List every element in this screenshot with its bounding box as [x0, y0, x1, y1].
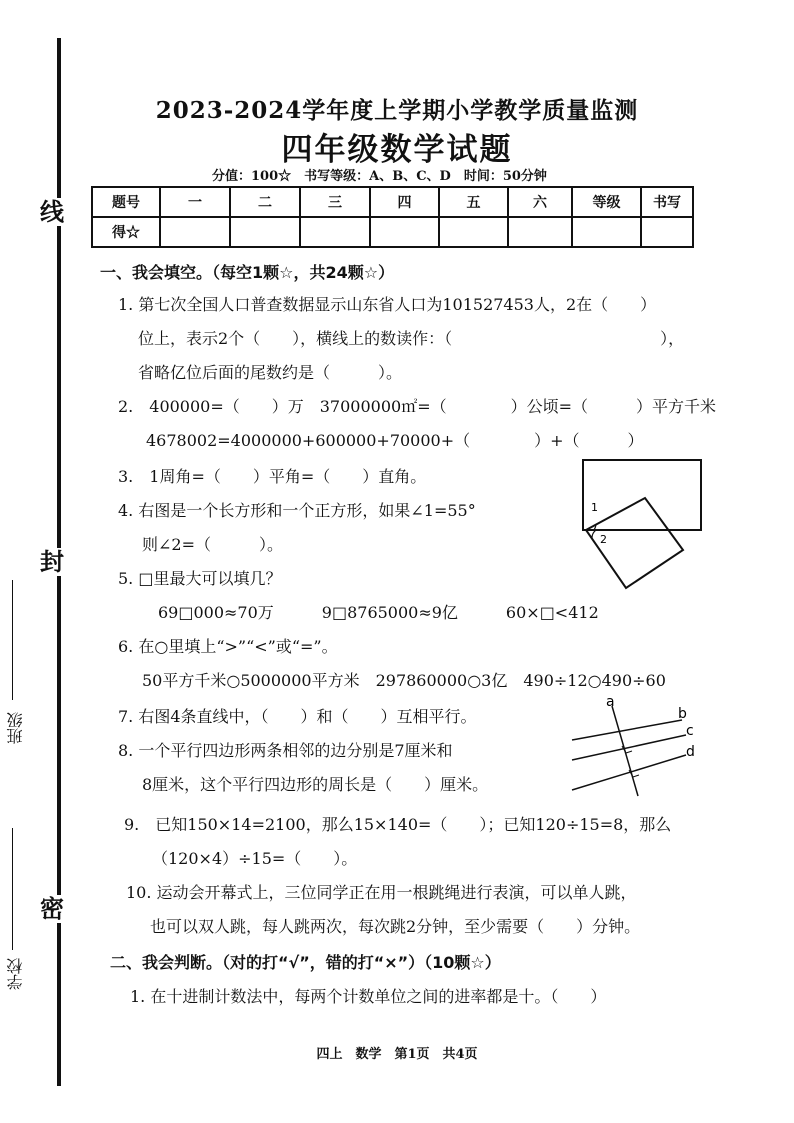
question-7: 7. 右图4条直线中，（ ）和（ ）互相平行。 — [118, 707, 477, 726]
question-1-line-3: 省略亿位后面的尾数约是（ ）。 — [138, 363, 403, 382]
question-1-line-2: 位上，表示2个（ ），横线上的数读作：（ ）， — [138, 329, 685, 348]
question-3: 3. 1周角=（ ）平角=（ ）直角。 — [118, 467, 427, 486]
score-table-score-row — [92, 217, 693, 247]
question-4-line-2: 则∠2=（ ）。 — [142, 535, 283, 554]
section-1-heading: 一、我会填空。（每空1颗☆，共24颗☆） — [100, 263, 395, 282]
question-10-line-1: 10. 运动会开幕式上，三位同学正在用一根跳绳进行表演，可以单人跳， — [126, 883, 637, 902]
question-6: 6. 在○里填上“>”“<”或“=”。 — [118, 637, 338, 656]
seal-mark-line: 线 — [40, 197, 64, 226]
rectangle-shape — [583, 460, 701, 530]
class-blank — [12, 580, 14, 700]
question-5: 5. □里最大可以填几？ — [118, 569, 282, 588]
score-table-header-row — [92, 187, 693, 217]
score-table — [91, 186, 694, 248]
line-c — [572, 735, 686, 760]
angle-2-arc — [592, 530, 596, 538]
label-c: c — [686, 723, 694, 739]
score-cell[interactable] — [370, 217, 439, 247]
angle-1-label: 1 — [591, 501, 598, 514]
question-2-line-1: 2. 400000=（ ）万 37000000㎡=（ ）公顷=（ ）平方千米 — [118, 397, 717, 416]
question-4-line-1: 4. 右图是一个长方形和一个正方形，如果∠1=55° — [118, 501, 476, 520]
question-1-line-1: 1. 第七次全国人口普查数据显示山东省人口为101527453人，2在（ ） — [118, 295, 657, 314]
page-footer: 四上 数学 第1页 共4页 — [316, 1047, 478, 1062]
question-8-line-1: 8. 一个平行四边形两条相邻的边分别是7厘米和 — [118, 741, 453, 760]
score-header-cell: 一 — [160, 187, 230, 217]
score-header-cell: 六 — [508, 187, 572, 217]
score-cell[interactable] — [300, 217, 370, 247]
label-d: d — [686, 744, 695, 760]
score-cell[interactable] — [160, 217, 230, 247]
score-header-cell: 等级 — [572, 187, 641, 217]
score-cell[interactable] — [572, 217, 641, 247]
seal-mark-secret: 密 — [40, 894, 64, 923]
score-header-cell: 四 — [370, 187, 439, 217]
score-header-cell: 题号 — [92, 187, 160, 217]
four-lines-figure — [570, 694, 700, 798]
question-8-line-2: 8厘米，这个平行四边形的周长是（ ）厘米。 — [142, 775, 489, 794]
exam-meta: 分值：100☆ 书写等级：A、B、C、D 时间：50分钟 — [212, 169, 547, 184]
exam-title: 2023-2024学年度上学期小学教学质量监测 — [155, 97, 639, 124]
score-header-cell: 五 — [439, 187, 508, 217]
score-cell[interactable] — [439, 217, 508, 247]
question-5-items: 69□000≈70万 9□8765000≈9亿 60×□<412 — [158, 603, 599, 622]
line-d — [572, 755, 686, 790]
score-cell[interactable] — [508, 217, 572, 247]
angle-2-label: 2 — [600, 533, 607, 546]
school-blank — [12, 828, 14, 950]
score-header-cell: 二 — [230, 187, 300, 217]
score-cell[interactable] — [641, 217, 693, 247]
label-b: b — [678, 706, 687, 722]
question-6-items: 50平方千米○5000000平方米 297860000○3亿 490÷12○490÷60 — [142, 671, 666, 690]
question-9-line-1: 9. 已知150×14=2100，那么15×140=（ ）；已知120÷15=8，那么 — [124, 815, 672, 834]
score-header-cell: 书写 — [641, 187, 693, 217]
line-b — [572, 720, 682, 740]
judge-question-1: 1. 在十进制计数法中，每两个计数单位之间的进率都是十。（ ） — [130, 987, 607, 1006]
question-10-line-2: 也可以双人跳，每人跳两次，每次跳2分钟，至少需要（ ）分钟。 — [150, 917, 641, 936]
section-2-heading: 二、我会判断。（对的打“√”，错的打“×”）（10颗☆） — [110, 953, 501, 972]
exam-subtitle: 四年级数学试题 — [281, 132, 513, 168]
class-label: 班级 — [6, 712, 25, 744]
label-a: a — [606, 694, 615, 710]
question-2-line-2: 4678002=4000000+600000+70000+（ ）+（ ） — [146, 431, 644, 450]
score-row-label: 得☆ — [92, 217, 160, 247]
rectangle-square-figure — [578, 455, 708, 595]
question-9-line-2: （120×4）÷15=（ ）。 — [152, 849, 358, 868]
score-header-cell: 三 — [300, 187, 370, 217]
seal-mark-seal: 封 — [40, 547, 64, 576]
score-cell[interactable] — [230, 217, 300, 247]
school-label: 学校 — [6, 958, 25, 990]
